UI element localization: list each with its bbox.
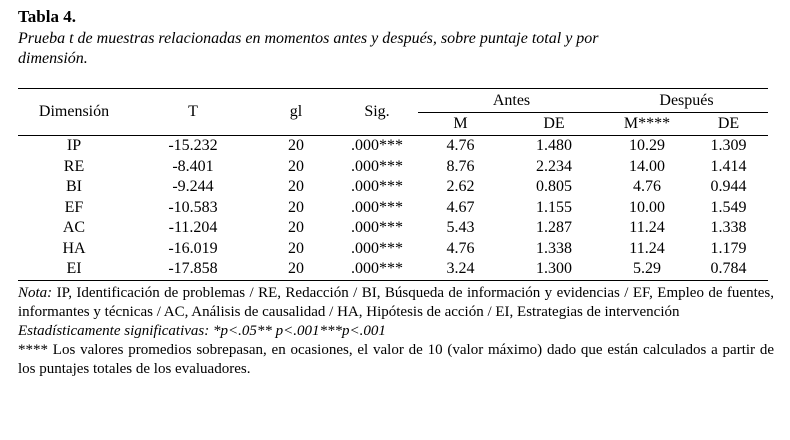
cell-antes-m: 2.62 [446,178,475,196]
header-gl: gl [256,89,336,136]
header-dimension: Dimensión [18,89,130,136]
header-antes-m: M [418,113,503,136]
cell-dim: HA [62,239,86,257]
cell-despues-de: 1.414 [710,157,747,175]
cell-sig: .000*** [351,219,403,237]
document-page [18,6,774,379]
cell-antes-m: 5.43 [446,219,475,237]
cell-dim: IP [66,137,82,155]
cell-gl: 20 [288,198,304,216]
cell-sig: .000*** [351,178,403,196]
note-abbreviations [18,284,774,322]
cell-dim: EF [64,198,84,216]
cell-antes-m: 4.67 [446,198,475,216]
table-row [18,218,768,239]
cell-despues-de: 0.784 [689,259,768,280]
cell-gl: 20 [288,137,304,155]
table-body [18,136,768,281]
table-row [18,239,768,260]
cell-gl: 20 [288,239,304,257]
table-row [18,198,768,219]
cell-despues-de: 1.309 [710,137,747,155]
cell-antes-de: 1.338 [536,239,572,257]
cell-despues-de: 1.549 [710,198,747,216]
cell-t: -8.401 [172,157,214,175]
cell-sig: .000*** [336,259,418,280]
header-despues-m: M**** [605,113,689,136]
cell-sig: .000*** [351,239,403,257]
cell-gl: 20 [288,157,304,175]
cell-despues-m: 11.24 [629,219,665,237]
cell-antes-de: 1.155 [536,198,572,216]
cell-despues-m: 10.29 [629,137,665,155]
note-text: IP, Identificación de problemas / RE, Redacción / BI, Búsqueda de información y evidencias / EF, Empleo de fuentes, informantes y técnicas / AC, Análisis de causalidad / HA, Hipótesis de acción / EI, Estrategias de intervención [18,284,774,320]
cell-despues-m: 11.24 [629,239,665,257]
note-footnote: **** Los valores promedios sobrepasan, en ocasiones, el valor de 10 (valor máximo) dado que están calculados a partir de los puntajes totales de los evaluadores. [18,341,774,377]
table-notes [18,284,774,379]
header-antes: Antes [418,89,605,113]
cell-antes-de: 1.300 [503,259,605,280]
note-significance: Estadísticamente significativas: *p<.05** p<.001***p<.001 [18,322,386,339]
cell-despues-de: 0.944 [710,178,747,196]
cell-antes-m: 4.76 [446,239,475,257]
cell-antes-m: 3.24 [418,259,503,280]
table-row [18,136,768,157]
cell-dim: BI [66,178,82,196]
cell-despues-m: 10.00 [629,198,665,216]
cell-t: -10.583 [168,198,218,216]
results-table [18,88,768,281]
cell-dim: RE [63,157,85,175]
table-caption [18,29,774,69]
cell-antes-de: 2.234 [536,157,572,175]
table-row [18,157,768,178]
cell-despues-m: 4.76 [633,178,661,196]
cell-dim: AC [62,219,86,237]
caption-line-1: Prueba t de muestras relacionadas en momentos antes y después, sobre puntaje total y por [18,30,599,47]
header-sig: Sig. [336,89,418,136]
cell-dim: EI [18,259,130,280]
cell-despues-m: 5.29 [605,259,689,280]
table-row [18,259,768,280]
cell-antes-de: 0.805 [536,178,572,196]
cell-gl: 20 [288,219,304,237]
cell-t: -11.204 [168,219,218,237]
cell-antes-m: 8.76 [446,157,475,175]
header-despues-de: DE [689,113,768,136]
cell-t: -9.244 [172,178,214,196]
table-row [18,177,768,198]
cell-gl: 20 [256,259,336,280]
cell-antes-de: 1.287 [536,219,572,237]
cell-sig: .000*** [351,157,403,175]
header-antes-de: DE [503,113,605,136]
cell-t: -17.858 [130,259,256,280]
cell-despues-m: 14.00 [629,157,665,175]
cell-despues-de: 1.179 [710,239,747,257]
cell-t: -15.232 [168,137,218,155]
cell-antes-de: 1.480 [536,137,572,155]
cell-despues-de: 1.338 [710,219,747,237]
header-t: T [130,89,256,136]
caption-line-2: dimensión. [18,50,88,67]
note-label: Nota: [18,284,53,301]
cell-sig: .000*** [351,198,403,216]
cell-t: -16.019 [168,239,218,257]
table-number: Tabla 4. [18,7,76,26]
cell-antes-m: 4.76 [446,137,475,155]
cell-gl: 20 [288,178,304,196]
header-despues: Después [605,89,768,113]
cell-sig: .000*** [351,137,403,155]
